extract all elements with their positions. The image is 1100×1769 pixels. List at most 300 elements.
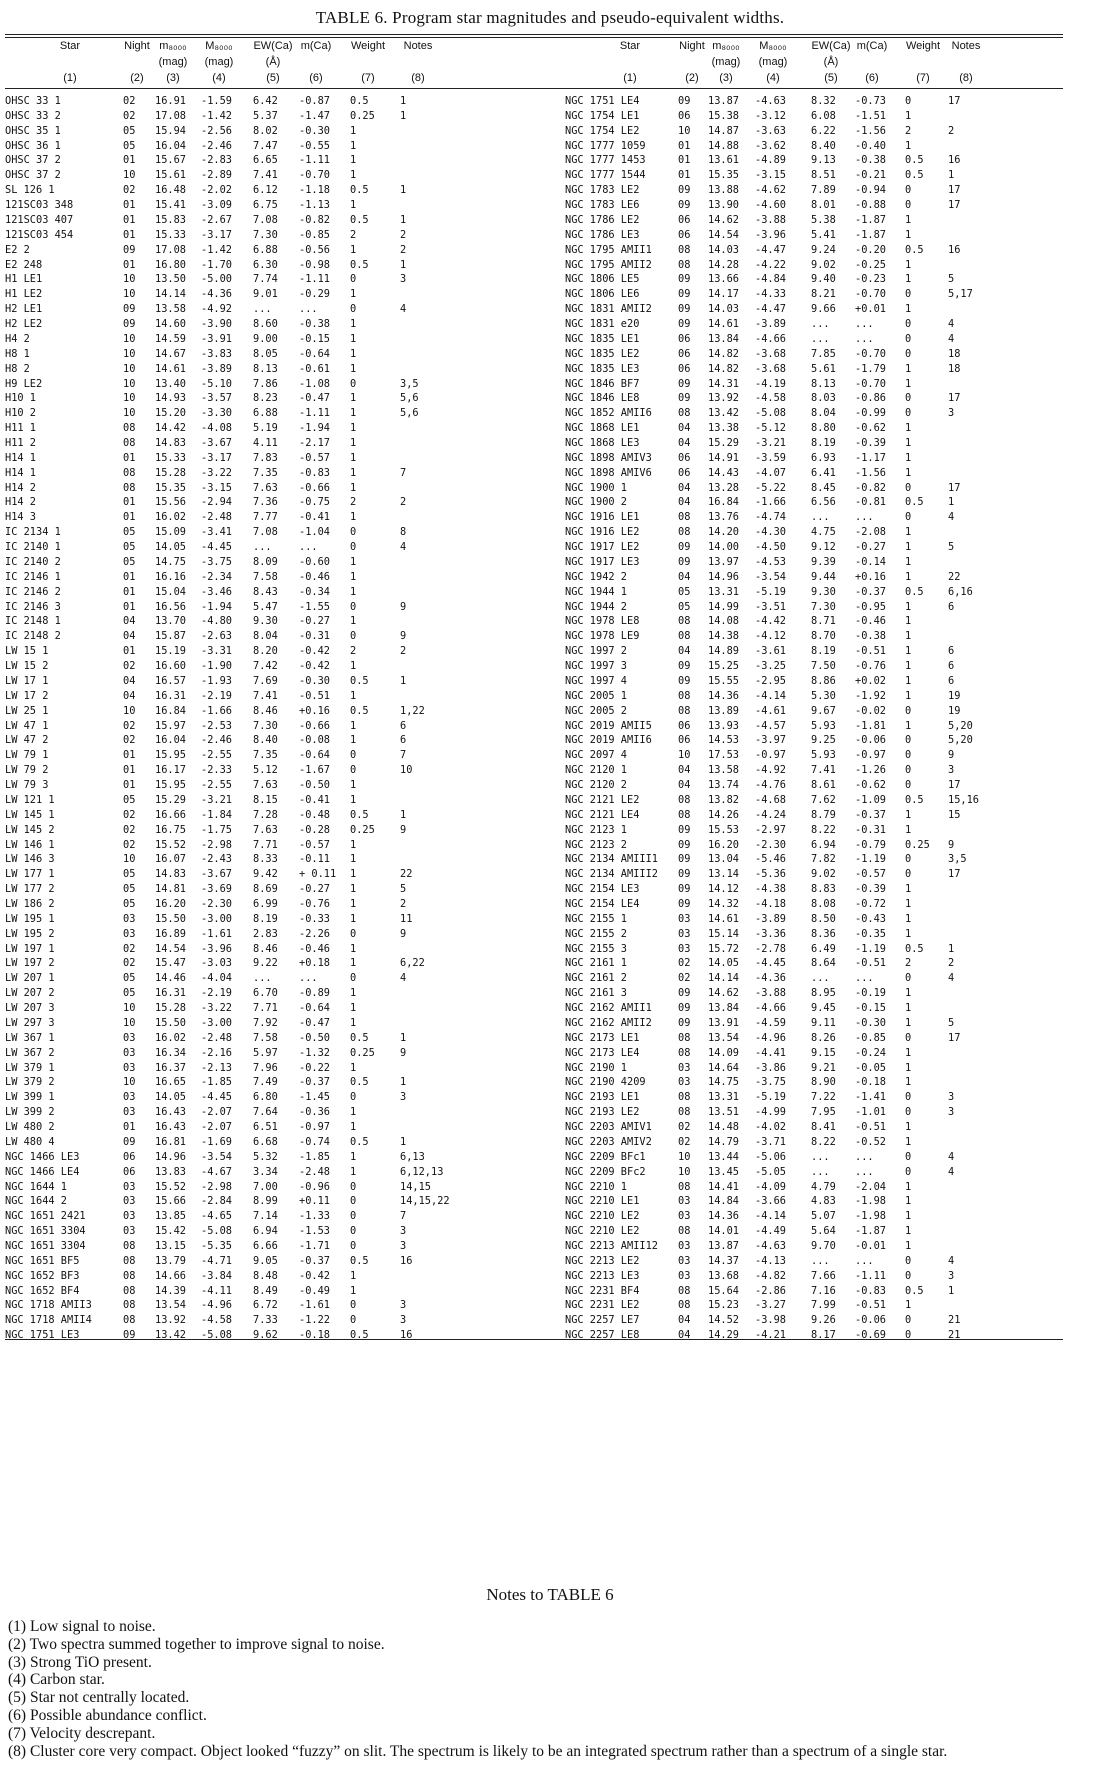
- cell-ew: 7.28: [253, 808, 278, 821]
- cell-wt: 1: [905, 883, 912, 896]
- cell-notes: 21: [948, 1314, 961, 1327]
- cell-notes: 1: [400, 258, 407, 271]
- cell-notes: 19: [948, 704, 961, 717]
- cell-star: LW 480 2: [5, 1121, 55, 1134]
- left-column-block: [5, 34, 565, 1534]
- cell-star: NGC 1651 3304: [5, 1239, 86, 1252]
- cell-star: NGC 2193 LE1: [565, 1091, 640, 1104]
- cell-star: NGC 1831 e20: [565, 318, 640, 331]
- cell-m: 13.87: [708, 95, 739, 107]
- cell-M: -1.66: [755, 496, 786, 509]
- cell-M: -4.63: [755, 95, 786, 107]
- cell-ew: 8.22: [811, 823, 836, 836]
- cell-mca: -0.64: [299, 347, 330, 360]
- table-row: [565, 1061, 1063, 1076]
- cell-star: NGC 1754 LE2: [565, 124, 640, 137]
- cell-star: NGC 1777 1059: [565, 139, 646, 152]
- cell-ew: 7.14: [253, 1210, 278, 1223]
- cell-mca: -1.47: [299, 109, 330, 122]
- cell-M: -3.30: [201, 407, 232, 420]
- cell-star: NGC 1795 AMII2: [565, 258, 652, 271]
- cell-notes: 5: [400, 883, 407, 896]
- cell-star: NGC 1652 BF4: [5, 1284, 80, 1297]
- table-row: [565, 258, 1063, 273]
- cell-M: -2.19: [201, 987, 232, 1000]
- cell-wt: 1: [350, 169, 357, 182]
- cell-ew: 7.95: [811, 1106, 836, 1119]
- table-row: [565, 302, 1063, 317]
- cell-wt: 1: [905, 258, 912, 271]
- cell-notes: 4: [948, 972, 955, 985]
- cell-mca: -0.46: [299, 942, 330, 955]
- cell-star: LW 15 2: [5, 660, 49, 673]
- cell-night: 03: [123, 1225, 136, 1238]
- cell-mca: -0.39: [855, 437, 886, 449]
- cell-notes: 14,15,22: [400, 1195, 450, 1208]
- col-header-unit: (Å): [823, 56, 839, 68]
- cell-notes: 14,15: [400, 1180, 431, 1193]
- cell-star: NGC 1846 BF7: [565, 377, 640, 390]
- cell-m: 13.42: [708, 407, 739, 420]
- cell-m: 16.75: [155, 823, 186, 836]
- cell-M: -2.33: [201, 764, 232, 777]
- col-header-unit: (mag): [758, 56, 788, 68]
- cell-M: -1.61: [201, 927, 232, 940]
- cell-wt: 1: [350, 987, 357, 1000]
- cell-ew: 7.77: [253, 511, 278, 524]
- cell-star: NGC 1831 AMII2: [565, 303, 652, 316]
- cell-M: -3.62: [755, 139, 786, 152]
- table-row: [5, 956, 565, 971]
- cell-M: -4.59: [755, 1016, 786, 1029]
- table-row: [5, 332, 565, 347]
- cell-mca: -0.30: [855, 1016, 886, 1029]
- cell-M: -1.70: [201, 258, 232, 271]
- cell-night: 09: [123, 318, 136, 331]
- cell-m: 14.61: [708, 318, 739, 331]
- table-row: [565, 927, 1063, 942]
- cell-M: -1.85: [201, 1076, 232, 1089]
- cell-wt: 0: [905, 734, 912, 747]
- cell-m: 15.52: [155, 838, 186, 851]
- table-row: [5, 495, 565, 510]
- table-row: [565, 1313, 1063, 1328]
- cell-ew: 8.79: [811, 808, 836, 821]
- cell-M: -3.15: [201, 481, 232, 494]
- cell-notes: 7: [400, 749, 407, 762]
- cell-m: 13.92: [708, 392, 739, 405]
- cell-m: 14.14: [155, 288, 186, 301]
- cell-m: 15.61: [155, 169, 186, 182]
- cell-notes: 5: [948, 541, 955, 554]
- cell-M: -2.48: [201, 1031, 232, 1044]
- cell-mca: -0.02: [855, 704, 886, 717]
- cell-night: 01: [123, 1121, 136, 1134]
- cell-night: 01: [123, 199, 136, 212]
- cell-mca: -0.38: [855, 630, 886, 643]
- cell-m: 14.66: [155, 1269, 186, 1282]
- cell-ew: 9.01: [253, 288, 278, 301]
- cell-night: 08: [678, 704, 691, 717]
- cell-notes: 6: [948, 674, 955, 687]
- col-header-number: (3): [719, 72, 733, 84]
- cell-M: -1.90: [201, 660, 232, 673]
- cell-m: 15.72: [708, 942, 739, 955]
- cell-night: 01: [123, 749, 136, 762]
- cell-m: 16.91: [155, 95, 186, 107]
- cell-M: -4.58: [201, 1314, 232, 1327]
- cell-ew: 7.50: [811, 660, 836, 673]
- cell-ew: 9.22: [253, 957, 278, 970]
- cell-wt: 2: [905, 957, 912, 970]
- cell-M: -2.48: [201, 511, 232, 524]
- cell-mca: ...: [855, 972, 874, 985]
- cell-night: 10: [678, 1150, 691, 1163]
- cell-M: -2.55: [201, 749, 232, 762]
- cell-ew: ...: [811, 1254, 830, 1267]
- table-row: [5, 258, 565, 273]
- cell-star: NGC 2097 4: [565, 749, 627, 762]
- cell-ew: 9.11: [811, 1016, 836, 1029]
- cell-star: H1 LE1: [5, 273, 43, 286]
- cell-star: NGC 2134 AMIII2: [565, 868, 658, 881]
- cell-star: NGC 2123 1: [565, 823, 627, 836]
- cell-ew: 6.88: [253, 243, 278, 256]
- cell-night: 08: [678, 615, 691, 628]
- cell-notes: 17: [948, 184, 961, 197]
- cell-wt: 0: [905, 1269, 912, 1282]
- cell-mca: -0.52: [855, 1135, 886, 1148]
- cell-ew: 7.86: [253, 377, 278, 390]
- cell-wt: 1: [350, 868, 357, 881]
- cell-star: NGC 1997 3: [565, 660, 627, 673]
- cell-wt: 1: [350, 942, 357, 955]
- col-header-wt: [344, 38, 392, 86]
- cell-star: NGC 1644 2: [5, 1195, 67, 1208]
- cell-m: 13.04: [708, 853, 739, 866]
- cell-star: NGC 1944 1: [565, 585, 627, 598]
- cell-star: 121SC03 348: [5, 199, 74, 212]
- cell-ew: 8.32: [811, 95, 836, 107]
- cell-m: 14.32: [708, 897, 739, 910]
- cell-M: -2.30: [201, 897, 232, 910]
- cell-M: -5.08: [201, 1329, 232, 1342]
- table-row: [565, 1298, 1063, 1313]
- cell-M: -4.42: [755, 615, 786, 628]
- cell-m: 13.50: [155, 273, 186, 286]
- cell-star: NGC 2257 LE8: [565, 1329, 640, 1342]
- cell-star: H14 3: [5, 511, 36, 524]
- cell-notes: 6,12,13: [400, 1165, 444, 1178]
- cell-m: 16.84: [155, 704, 186, 717]
- cell-ew: 5.07: [811, 1210, 836, 1223]
- note-item: (5) Star not centrally located.: [8, 1689, 190, 1707]
- cell-notes: 6: [948, 660, 955, 673]
- cell-star: LW 79 2: [5, 764, 49, 777]
- cell-ew: 9.30: [253, 615, 278, 628]
- cell-mca: -1.01: [855, 1106, 886, 1119]
- cell-night: 08: [123, 481, 136, 494]
- cell-notes: 16: [400, 1254, 413, 1267]
- cell-notes: 16: [400, 1329, 413, 1342]
- cell-mca: ...: [299, 303, 318, 316]
- cell-night: 08: [678, 511, 691, 524]
- cell-ew: 7.30: [253, 228, 278, 241]
- cell-star: LW 79 3: [5, 779, 49, 792]
- cell-notes: 15: [948, 808, 961, 821]
- cell-night: 04: [678, 422, 691, 435]
- cell-mca: -0.21: [855, 169, 886, 182]
- cell-m: 13.89: [708, 704, 739, 717]
- table-row: [5, 1016, 565, 1031]
- cell-m: 15.19: [155, 645, 186, 658]
- cell-wt: 1: [905, 630, 912, 643]
- cell-ew: 6.12: [253, 184, 278, 197]
- cell-night: 01: [123, 645, 136, 658]
- cell-star: H10 2: [5, 407, 36, 420]
- cell-mca: -0.41: [299, 511, 330, 524]
- cell-M: -4.38: [755, 883, 786, 896]
- cell-night: 09: [678, 660, 691, 673]
- cell-notes: 1: [400, 95, 407, 107]
- cell-ew: 6.99: [253, 897, 278, 910]
- cell-night: 04: [123, 615, 136, 628]
- cell-M: -5.36: [755, 868, 786, 881]
- table-row: [565, 1105, 1063, 1120]
- cell-M: -4.96: [201, 1299, 232, 1312]
- cell-star: LW 47 2: [5, 734, 49, 747]
- cell-notes: 7: [400, 1210, 407, 1223]
- table-row: [565, 124, 1063, 139]
- cell-M: -4.45: [755, 957, 786, 970]
- cell-M: -3.17: [201, 228, 232, 241]
- table-row: [565, 808, 1063, 823]
- cell-mca: -0.70: [855, 288, 886, 301]
- col-header-label: m(Ca): [856, 40, 888, 52]
- cell-m: 15.29: [155, 793, 186, 806]
- cell-ew: 8.64: [811, 957, 836, 970]
- cell-wt: 1: [350, 154, 357, 167]
- cell-m: 16.07: [155, 853, 186, 866]
- cell-mca: -0.41: [299, 793, 330, 806]
- cell-mca: -0.57: [299, 838, 330, 851]
- cell-night: 01: [123, 451, 136, 464]
- cell-notes: 21: [948, 1329, 961, 1342]
- cell-star: NGC 2203 AMIV2: [565, 1135, 652, 1148]
- col-header-m: [702, 38, 750, 86]
- cell-notes: 1: [400, 1031, 407, 1044]
- cell-night: 02: [678, 972, 691, 985]
- cell-ew: 8.71: [811, 615, 836, 628]
- cell-m: 14.54: [708, 228, 739, 241]
- cell-m: 14.61: [708, 912, 739, 925]
- table-row: [565, 600, 1063, 615]
- col-header-star: [25, 38, 115, 86]
- cell-star: NGC 1795 AMII1: [565, 243, 652, 256]
- cell-mca: -0.42: [299, 645, 330, 658]
- table-row: [5, 362, 565, 377]
- cell-ew: 4.11: [253, 437, 278, 449]
- cell-wt: 0: [905, 288, 912, 301]
- cell-night: 01: [678, 139, 691, 152]
- cell-M: -3.96: [755, 228, 786, 241]
- table-row: [565, 1239, 1063, 1254]
- cell-wt: 1: [905, 526, 912, 539]
- cell-notes: 9: [400, 1046, 407, 1059]
- cell-star: LW 186 2: [5, 897, 55, 910]
- table-row: [5, 1194, 565, 1209]
- cell-mca: -1.04: [299, 526, 330, 539]
- table-row: [5, 510, 565, 525]
- cell-wt: 0: [350, 1091, 357, 1104]
- cell-night: 06: [678, 466, 691, 479]
- cell-mca: -0.35: [855, 927, 886, 940]
- cell-m: 15.95: [155, 749, 186, 762]
- cell-M: -2.46: [201, 139, 232, 152]
- cell-star: IC 2146 3: [5, 600, 61, 613]
- cell-night: 08: [123, 437, 136, 449]
- cell-star: NGC 2121 LE2: [565, 793, 640, 806]
- cell-M: -3.75: [201, 555, 232, 568]
- cell-mca: -0.60: [299, 555, 330, 568]
- cell-M: -4.45: [201, 1091, 232, 1104]
- cell-wt: 1: [905, 689, 912, 702]
- table-row: [565, 94, 1063, 109]
- cell-star: LW 197 1: [5, 942, 55, 955]
- cell-ew: 9.42: [253, 868, 278, 881]
- cell-mca: -1.09: [855, 793, 886, 806]
- cell-wt: 0: [905, 868, 912, 881]
- cell-m: 14.84: [708, 1195, 739, 1208]
- cell-ew: 8.99: [253, 1195, 278, 1208]
- cell-wt: 2: [350, 496, 357, 509]
- cell-mca: +0.16: [299, 704, 330, 717]
- table-row: [565, 763, 1063, 778]
- cell-night: 09: [123, 243, 136, 256]
- cell-mca: -1.98: [855, 1210, 886, 1223]
- cell-M: -2.89: [201, 169, 232, 182]
- cell-wt: 0.5: [905, 1284, 924, 1297]
- cell-M: -2.63: [201, 630, 232, 643]
- cell-ew: 7.41: [253, 689, 278, 702]
- cell-mca: -0.27: [299, 883, 330, 896]
- cell-ew: 5.19: [253, 422, 278, 435]
- cell-m: 16.31: [155, 987, 186, 1000]
- cell-mca: -0.30: [299, 674, 330, 687]
- cell-star: NGC 2210 1: [565, 1180, 627, 1193]
- cell-ew: 7.83: [253, 451, 278, 464]
- cell-night: 01: [123, 213, 136, 226]
- cell-star: H8 2: [5, 362, 30, 375]
- cell-mca: -2.08: [855, 526, 886, 539]
- cell-M: -4.60: [755, 199, 786, 212]
- cell-wt: 0: [350, 377, 357, 390]
- cell-wt: 0.5: [905, 154, 924, 167]
- cell-night: 08: [678, 689, 691, 702]
- cell-m: 15.67: [155, 154, 186, 167]
- cell-mca: -0.76: [299, 897, 330, 910]
- table-row: [565, 153, 1063, 168]
- cell-night: 03: [678, 942, 691, 955]
- cell-m: 14.39: [155, 1284, 186, 1297]
- table-row: [565, 347, 1063, 362]
- cell-M: -3.75: [755, 1076, 786, 1089]
- cell-m: 15.87: [155, 630, 186, 643]
- cell-star: NGC 1978 LE8: [565, 615, 640, 628]
- cell-night: 02: [123, 808, 136, 821]
- cell-M: -4.66: [755, 1002, 786, 1015]
- cell-night: 01: [123, 779, 136, 792]
- cell-M: -3.17: [201, 451, 232, 464]
- cell-night: 09: [678, 555, 691, 568]
- cell-m: 16.17: [155, 764, 186, 777]
- cell-star: NGC 2231 LE2: [565, 1299, 640, 1312]
- cell-m: 13.84: [708, 332, 739, 345]
- cell-m: 16.31: [155, 689, 186, 702]
- cell-m: 14.89: [708, 645, 739, 658]
- cell-night: 03: [123, 1210, 136, 1223]
- table-row: [5, 406, 565, 421]
- cell-mca: +0.18: [299, 957, 330, 970]
- table-row: [565, 585, 1063, 600]
- cell-wt: 1: [905, 1046, 912, 1059]
- cell-wt: 0: [905, 318, 912, 331]
- cell-mca: -0.39: [855, 883, 886, 896]
- cell-M: -3.22: [201, 1002, 232, 1015]
- cell-ew: 9.39: [811, 555, 836, 568]
- cell-night: 01: [123, 585, 136, 598]
- table-row: [5, 778, 565, 793]
- col-header-number: (7): [361, 72, 375, 84]
- cell-wt: 0: [350, 1314, 357, 1327]
- cell-night: 05: [123, 987, 136, 1000]
- table-row: [5, 451, 565, 466]
- cell-ew: 5.38: [811, 213, 836, 226]
- cell-mca: -1.87: [855, 228, 886, 241]
- cell-M: -4.09: [755, 1180, 786, 1193]
- cell-ew: 7.69: [253, 674, 278, 687]
- cell-m: 16.80: [155, 258, 186, 271]
- cell-M: -2.98: [201, 838, 232, 851]
- cell-night: 08: [678, 1046, 691, 1059]
- note-item: (3) Strong TiO present.: [8, 1653, 152, 1671]
- table-row: [5, 391, 565, 406]
- cell-mca: -1.22: [299, 1314, 330, 1327]
- cell-M: -3.90: [201, 318, 232, 331]
- cell-night: 04: [678, 570, 691, 583]
- col-header-unit: [394, 54, 442, 70]
- cell-mca: ...: [855, 1165, 874, 1178]
- col-header-label: EW(Ca): [811, 40, 851, 52]
- cell-m: 14.67: [155, 347, 186, 360]
- cell-star: NGC 1783 LE2: [565, 184, 640, 197]
- cell-m: 17.08: [155, 109, 186, 122]
- cell-mca: -0.46: [855, 615, 886, 628]
- cell-m: 14.53: [708, 734, 739, 747]
- cell-mca: -2.26: [299, 927, 330, 940]
- cell-notes: 15,16: [948, 793, 979, 806]
- cell-ew: 7.41: [811, 764, 836, 777]
- col-header-label: Weight: [905, 40, 941, 52]
- cell-star: H14 1: [5, 451, 36, 464]
- cell-mca: +0.16: [855, 570, 886, 583]
- cell-night: 09: [678, 1002, 691, 1015]
- cell-star: NGC 2173 LE1: [565, 1031, 640, 1044]
- table-row: [5, 793, 565, 808]
- table-row: [5, 600, 565, 615]
- cell-night: 05: [123, 793, 136, 806]
- cell-star: NGC 2193 LE2: [565, 1106, 640, 1119]
